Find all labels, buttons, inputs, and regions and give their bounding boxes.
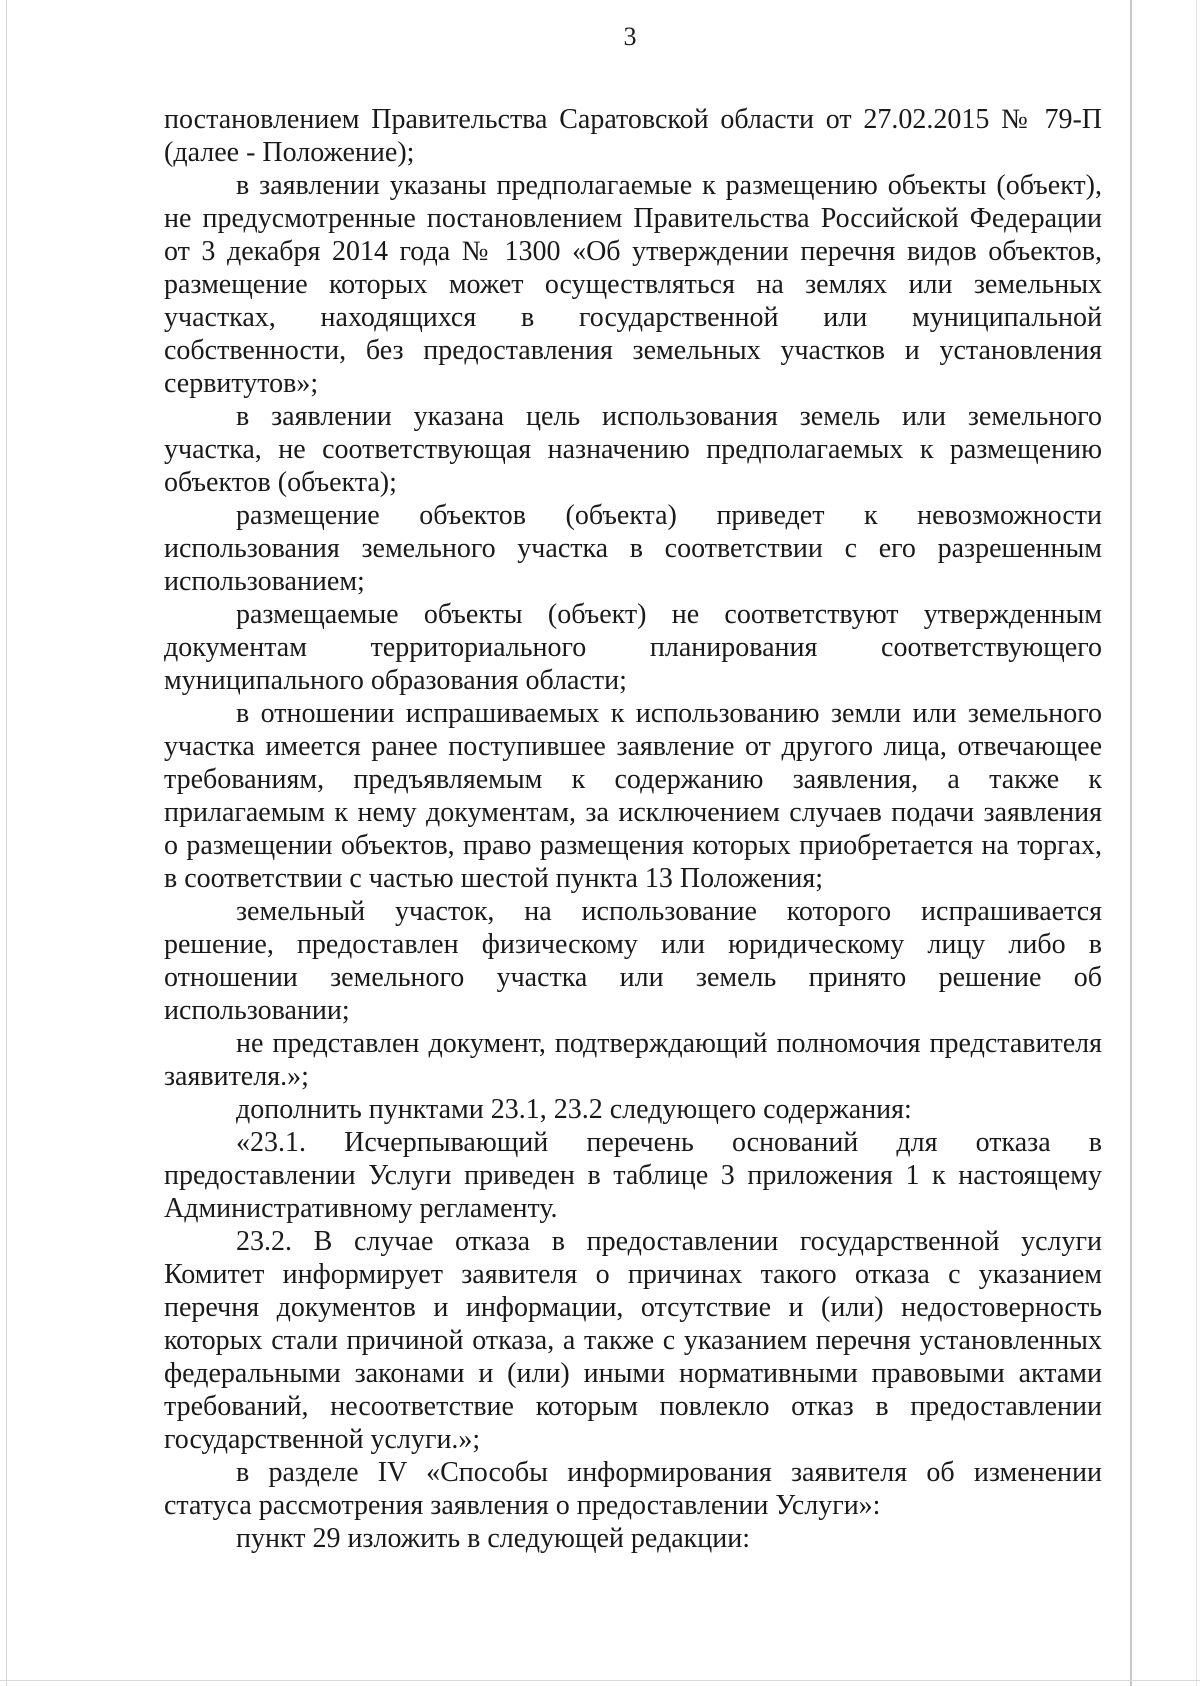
paragraph-add-clauses: дополнить пунктами 23.1, 23.2 следующего содержания: — [236, 1094, 912, 1125]
scan-edge-right — [1130, 0, 1132, 1686]
paragraph-section-iv: в разделе IV «Способы информирования заявителя об изменении статуса рассмотрения заявления о предоставлении Услуги»: — [164, 1457, 1102, 1521]
paragraph-clause-29: пункт 29 изложить в следующей редакции: — [236, 1523, 750, 1554]
paragraph-continuation: постановлением Правительства Саратовской области от 27.02.2015 № 79-П (далее - Положение); — [164, 104, 1102, 168]
scan-edge-left — [6, 0, 7, 1686]
paragraph-purpose-mismatch: в заявлении указана цель использования земель или земельного участка, не соответствующая назначению предполагаемых к размещению объектов (объекта); — [164, 401, 1102, 498]
page-number: 3 — [623, 22, 637, 51]
paragraph-prior-application: в отношении испрашиваемых к использованию земли или земельного участка имеется ранее поступившее заявление от другого лица, отвечающее требованиям, предъявляемым к содержанию заявления, а также к прилагаемым к нему документам, за исключением случаев подачи заявления о размещении объектов, право размещения которых приобретается на торгах, в соответствии с частью шестой пункта 13 Положения; — [164, 698, 1102, 894]
paragraph-land-already-granted: земельный участок, на использование которого испрашивается решение, предоставлен физическому или юридическому лицу либо в отношении земельного участка или земель принято решение об использовании; — [164, 896, 1102, 1026]
paragraph-unlisted-objects: в заявлении указаны предполагаемые к размещению объекты (объект), не предусмотренные постановлением Правительства Российской Федерации от 3 декабря 2014 года № 1300 «Об утверждении перечня видов объектов, размещение которых может осуществляться на землях или земельных участках, находящихся в государственной или муниципальной собственности, без предоставления земельных участков и установления сервитутов»; — [164, 170, 1102, 399]
paragraph-no-authority-document: не представлен документ, подтверждающий полномочия представителя заявителя.»; — [164, 1028, 1102, 1092]
document-body — [164, 103, 1102, 1555]
paragraph-planning-mismatch: размещаемые объекты (объект) не соответствуют утвержденным документам территориального планирования соответствующего муниципального образования области; — [164, 599, 1102, 696]
paragraph-impossible-use: размещение объектов (объекта) приведет к невозможности использования земельного участка в соответствии с его разрешенным использованием; — [164, 500, 1102, 597]
paragraph-clause-23-2: 23.2. В случае отказа в предоставлении государственной услуги Комитет информирует заявителя о причинах такого отказа с указанием перечня документов и информации, отсутствие и (или) недостоверность которых стали причиной отказа, а также с указанием перечня установленных федеральными законами и (или) иными нормативными правовыми актами требований, несоответствие которым повлекло отказ в предоставлении государственной услуги.»; — [164, 1226, 1102, 1455]
scan-edge-right-outer — [1196, 0, 1197, 1686]
paragraph-clause-23-1: «23.1. Исчерпывающий перечень оснований для отказа в предоставлении Услуги приведен в таблице 3 приложения 1 к настоящему Административному регламенту. — [164, 1127, 1102, 1224]
scan-edge-bottom — [0, 1680, 1200, 1681]
